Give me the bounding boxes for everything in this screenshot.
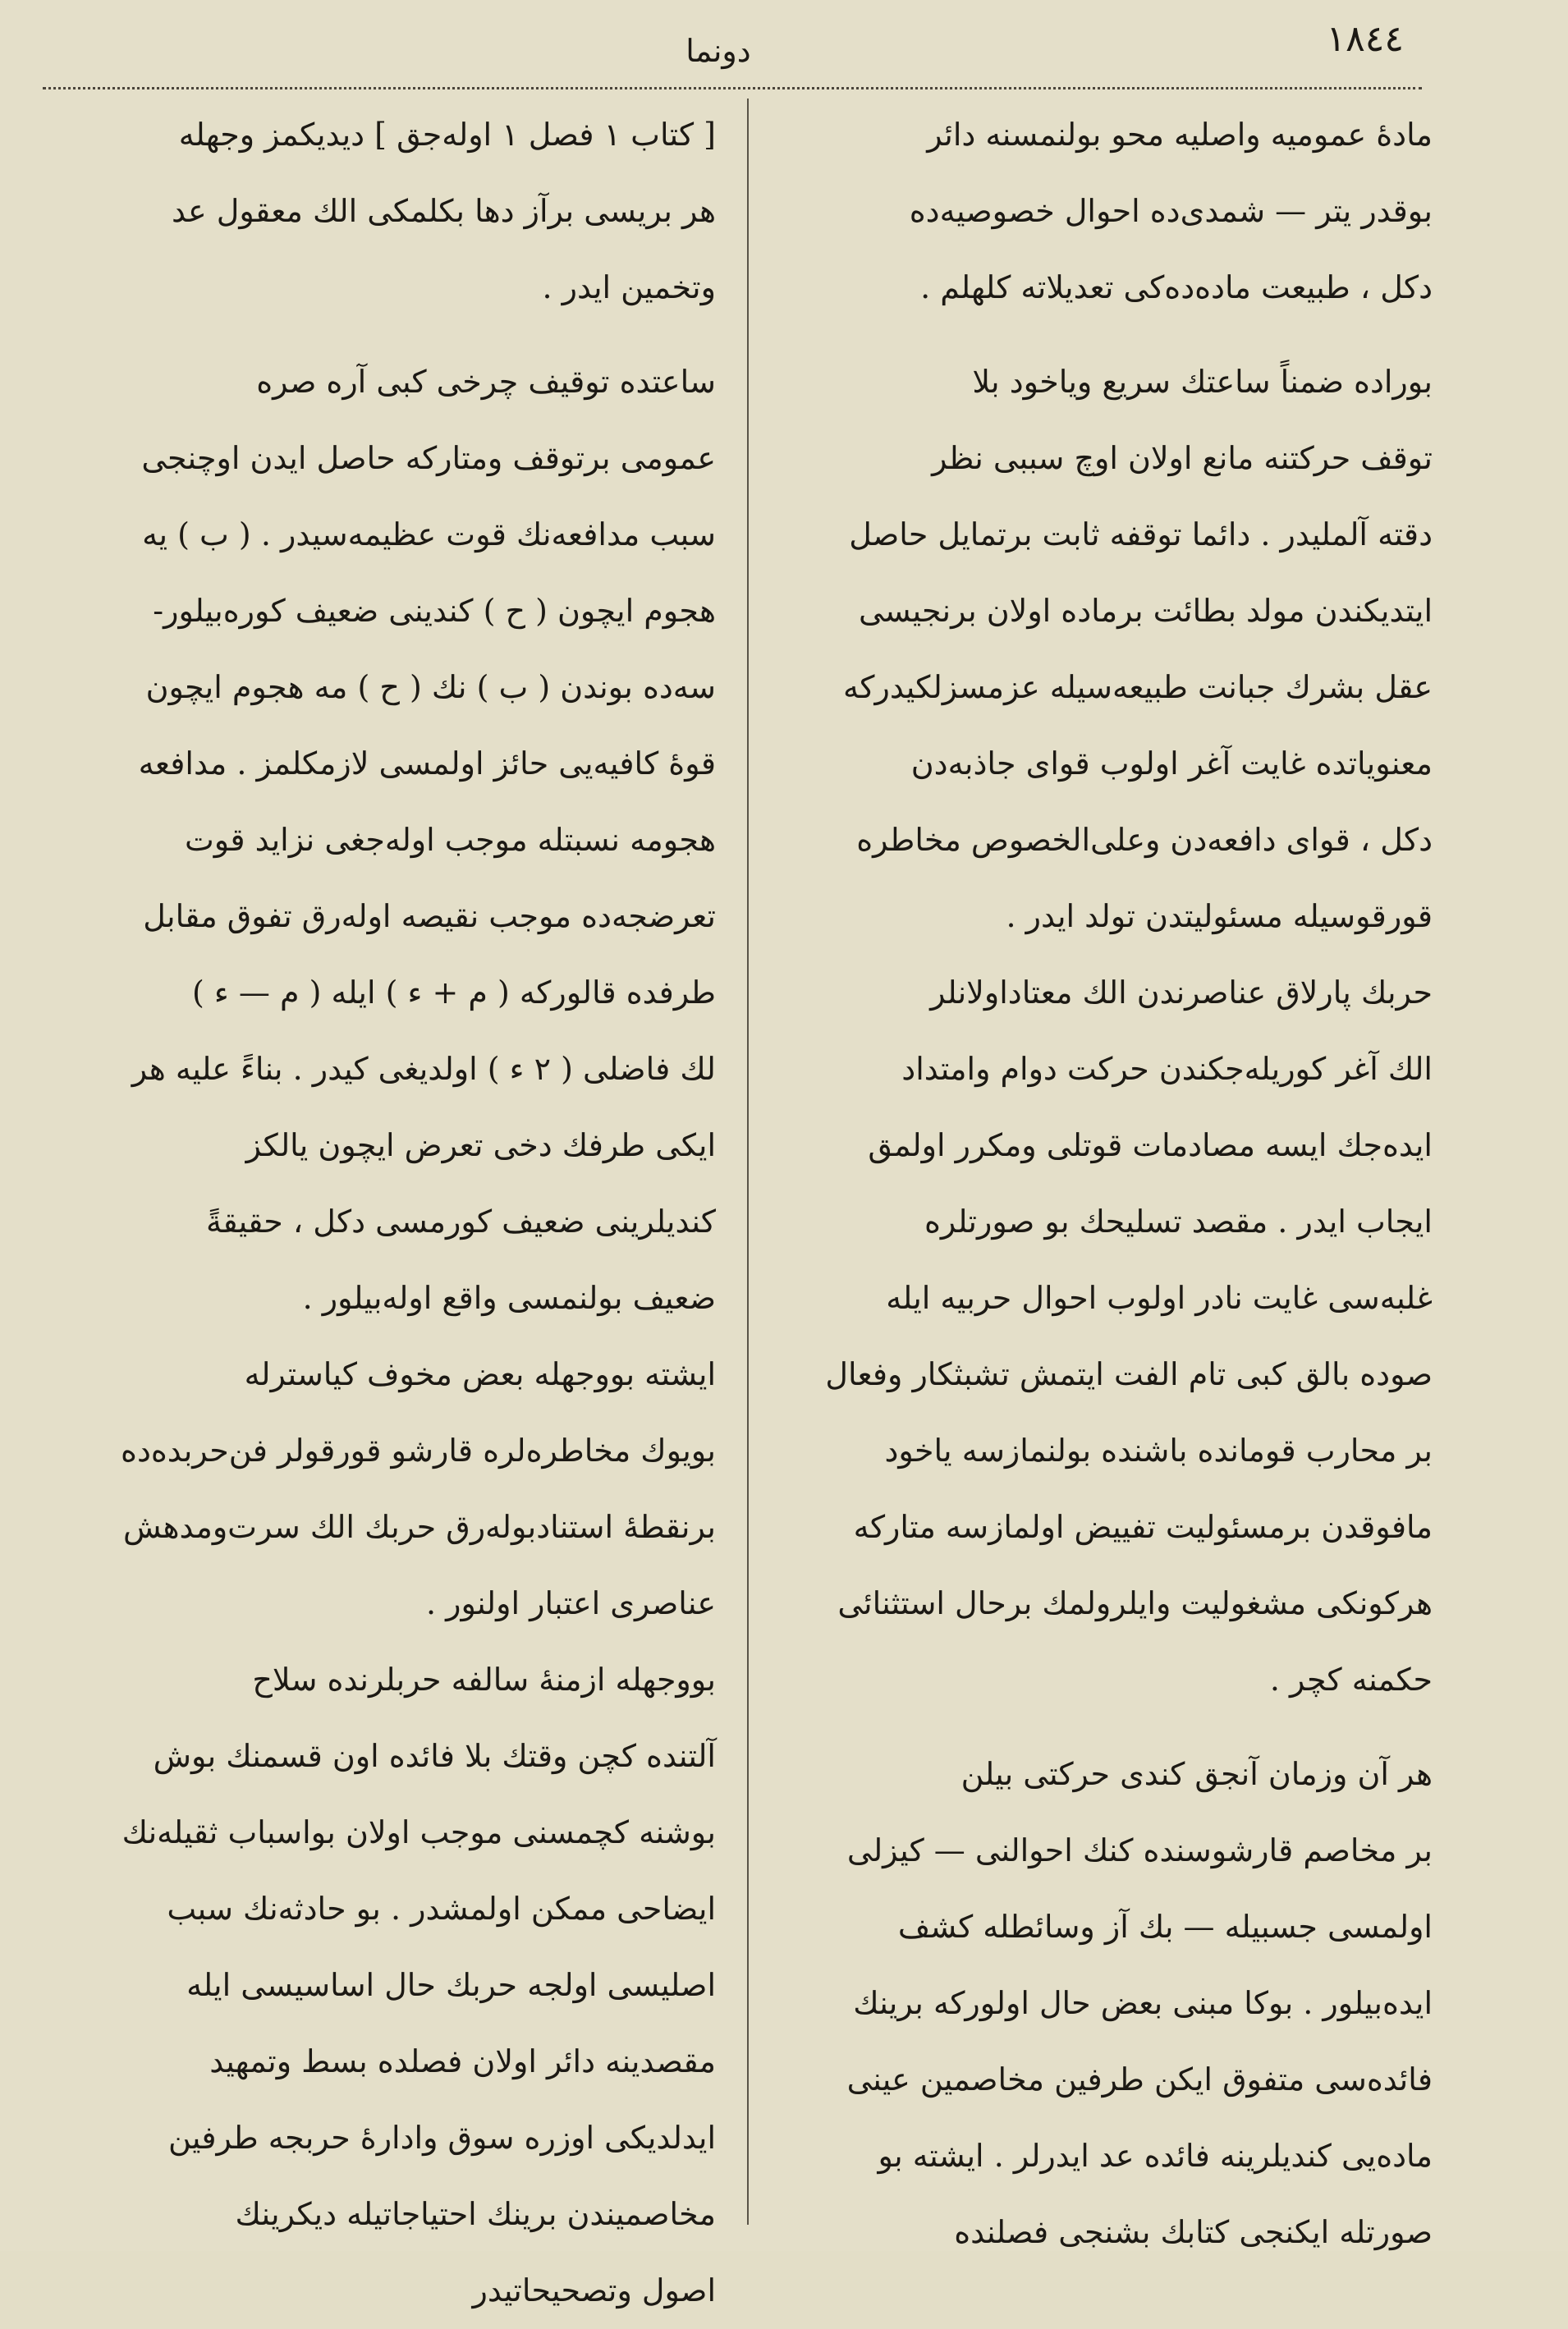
text-line: هجومه نسبتله موجب اوله‌جغی نزاید قوت <box>184 822 716 858</box>
text-line: سبب مدافعه‌نك قوت عظیمه‌سیدر . ( ب ) یه <box>142 516 716 552</box>
header-dotted-rule <box>43 87 1422 89</box>
text-line: هرکونکی مشغولیت وایلرولمك برحال استثنائی <box>837 1585 1433 1621</box>
text-line: عمومی برتوقف ومتارکه حاصل ایدن اوچنجی <box>141 440 716 476</box>
text-line: بووجهله ازمنهٔ سالفه حربلرنده سلاح <box>252 1662 716 1698</box>
text-line: آلتنده کچن وقتك بلا فائده اون قسمنك بوش <box>153 1738 716 1774</box>
text-line: صوده بالق کبی تام الفت ایتمش تشبثکار وفعال <box>825 1356 1433 1392</box>
text-line: معنویاتده غایت آغر اولوب قوای جاذبه‌دن <box>910 745 1433 782</box>
text-line: صورتله ایکنجی کتابك بشنجی فصلنده <box>954 2214 1433 2250</box>
text-line: ماده‌یی کندیلرینه فائده عد ایدرلر . ایشته بو <box>878 2138 1433 2174</box>
text-line: غلبه‌سی غایت نادر اولوب احوال حربیه ایله <box>886 1280 1433 1316</box>
text-line: ایده‌بیلور . بوکا مبنی بعض حال اولورکه برینك <box>853 1985 1433 2021</box>
text-line: هر بریسی برآز دها بکلمکی الك معقول عد <box>172 193 716 229</box>
text-line: ایجاب ایدر . مقصد تسلیحك بو صورتلره <box>924 1203 1433 1240</box>
text-line: توقف حرکتنه مانع اولان اوچ سببی نظر <box>932 440 1433 476</box>
text-line: مقصدینه دائر اولان فصلده بسط وتمهید <box>209 2043 716 2079</box>
text-line: ضعیف بولنمسی واقع اوله‌بیلور . <box>302 1280 716 1316</box>
paragraph-gap <box>51 326 716 344</box>
text-line: بوشنه کچمسنی موجب اولان بواسباب ثقیله‌نك <box>121 1814 716 1850</box>
text-line: ایضاحی ممکن اولمشدر . بو حادثه‌نك سبب <box>167 1891 716 1927</box>
text-line: هجوم ایچون ( ح ) کندینی ضعیف کوره‌بیلور- <box>153 593 716 629</box>
text-line: عناصری اعتبار اولنور . <box>425 1585 716 1621</box>
text-line: ایتدیکندن مولد بطائت برماده اولان برنجیسی <box>858 593 1433 629</box>
text-line: طرفده قالورکه ( م + ء ) ایله ( م — ء ) <box>192 974 716 1011</box>
running-head: دونما <box>685 33 751 69</box>
right-paragraph-1 <box>768 97 1433 326</box>
left-paragraph-1 <box>51 97 716 326</box>
text-line: مافوقدن برمسئولیت تفییض اولمازسه متارکه <box>853 1509 1433 1545</box>
text-line: فائده‌سی متفوق ایکن طرفین مخاصمین عینی <box>846 2061 1433 2097</box>
text-line: دقته آلملیدر . دائما توقفه ثابت برتمایل حاصل <box>849 516 1433 552</box>
left-column <box>51 97 716 2329</box>
paragraph-gap <box>768 326 1433 344</box>
text-line: مادهٔ عمومیه واصلیه محو بولنمسنه دائر <box>927 117 1433 153</box>
left-paragraph-2 <box>51 344 716 1336</box>
text-line: حربك پارلاق عناصرندن الك معتاداولانلر <box>930 974 1433 1011</box>
text-line: قوهٔ کافیه‌یی حائز اولمسی لازمکلمز . مدافعه <box>138 745 716 782</box>
text-line: برنقطهٔ استنادبوله‌رق حربك الك سرت‌ومدهش <box>123 1509 716 1545</box>
text-line: دکل ، طبیعت ماده‌ده‌کی تعدیلاته کلهلم . <box>920 269 1433 305</box>
text-line: لك فاضلی ( ٢ ء ) اولدیغی کیدر . بناءً علیه هر <box>131 1051 716 1087</box>
text-line: وتخمین ایدر . <box>542 269 716 305</box>
text-line: ایشته بووجهله بعض مخوف کیاسترله <box>244 1356 716 1392</box>
text-line: بر مخاصم قارشوسنده کنك احوالنی — کیزلی <box>846 1832 1433 1868</box>
text-line: ساعتده توقیف چرخی کبی آره صره <box>256 364 716 400</box>
text-line: ایکی طرفك دخی تعرض ایچون یالکز <box>245 1127 716 1163</box>
text-line: ایده‌جك ایسه مصادمات قوتلی ومکرر اولمق <box>868 1127 1433 1163</box>
text-line: مخاصمیندن برینك احتیاجاتیله دیکرینك <box>235 2196 716 2232</box>
page-number: ١٨٤٤ <box>1326 18 1404 60</box>
column-divider <box>747 99 749 2225</box>
paragraph-gap <box>768 1718 1433 1736</box>
text-line: بر محارب قوماندە باشنده بولنمازسه یاخود <box>884 1433 1433 1469</box>
left-paragraph-4 <box>51 1642 716 2329</box>
text-line: اصول وتصحیحاتیدر <box>472 2272 716 2308</box>
text-line: قورقوسیله مسئولیتدن تولد ایدر . <box>1006 898 1433 934</box>
text-line: بویوك مخاطره‌لره قارشو قورقولر فن‌حربده‌ده <box>121 1433 716 1469</box>
text-line: الك آغر کوریله‌جکندن حرکت دوام وامتداد <box>901 1051 1433 1087</box>
text-line: اصلیسی اولجه حربك حال اساسیسی ایله <box>186 1967 716 2003</box>
text-line: هر آن وزمان آنجق کندی حرکتی بیلن <box>961 1756 1433 1792</box>
text-line: ایدلدیکی اوزره سوق وادارهٔ حربجه طرفین <box>167 2120 716 2156</box>
text-line: کندیلرینی ضعیف کورمسی دکل ، حقیقةً <box>206 1203 716 1240</box>
text-line: اولمسی جسبیله — بك آز وسائطله کشف <box>897 1909 1433 1945</box>
text-line: بوراده ضمناً ساعتك سریع ویاخود بلا <box>972 364 1433 400</box>
text-line: بوقدر یتر — شمدی‌ده احوال خصوصیه‌ده <box>909 193 1433 229</box>
right-column <box>768 97 1433 2271</box>
text-line: [ کتاب ١ فصل ١ اوله‌جق ] دیدیکمز وجهله <box>178 117 716 153</box>
right-paragraph-4 <box>768 1736 1433 2271</box>
text-line: حکمنه کچر . <box>1269 1662 1433 1698</box>
right-paragraph-3 <box>768 955 1433 1718</box>
text-line: عقل بشرك جبانت طبیعه‌سیله عزمسزلکیدرکه <box>843 669 1433 705</box>
right-paragraph-2 <box>768 344 1433 955</box>
left-paragraph-3 <box>51 1336 716 1642</box>
text-line: دکل ، قوای دافعه‌دن وعلی‌الخصوص مخاطره <box>856 822 1433 858</box>
text-line: تعرضجه‌ده موجب نقیصه اوله‌رق تفوق مقابل <box>143 898 716 934</box>
text-line: سه‌ده بوندن ( ب ) نك ( ح ) مه هجوم ایچون <box>145 669 716 705</box>
